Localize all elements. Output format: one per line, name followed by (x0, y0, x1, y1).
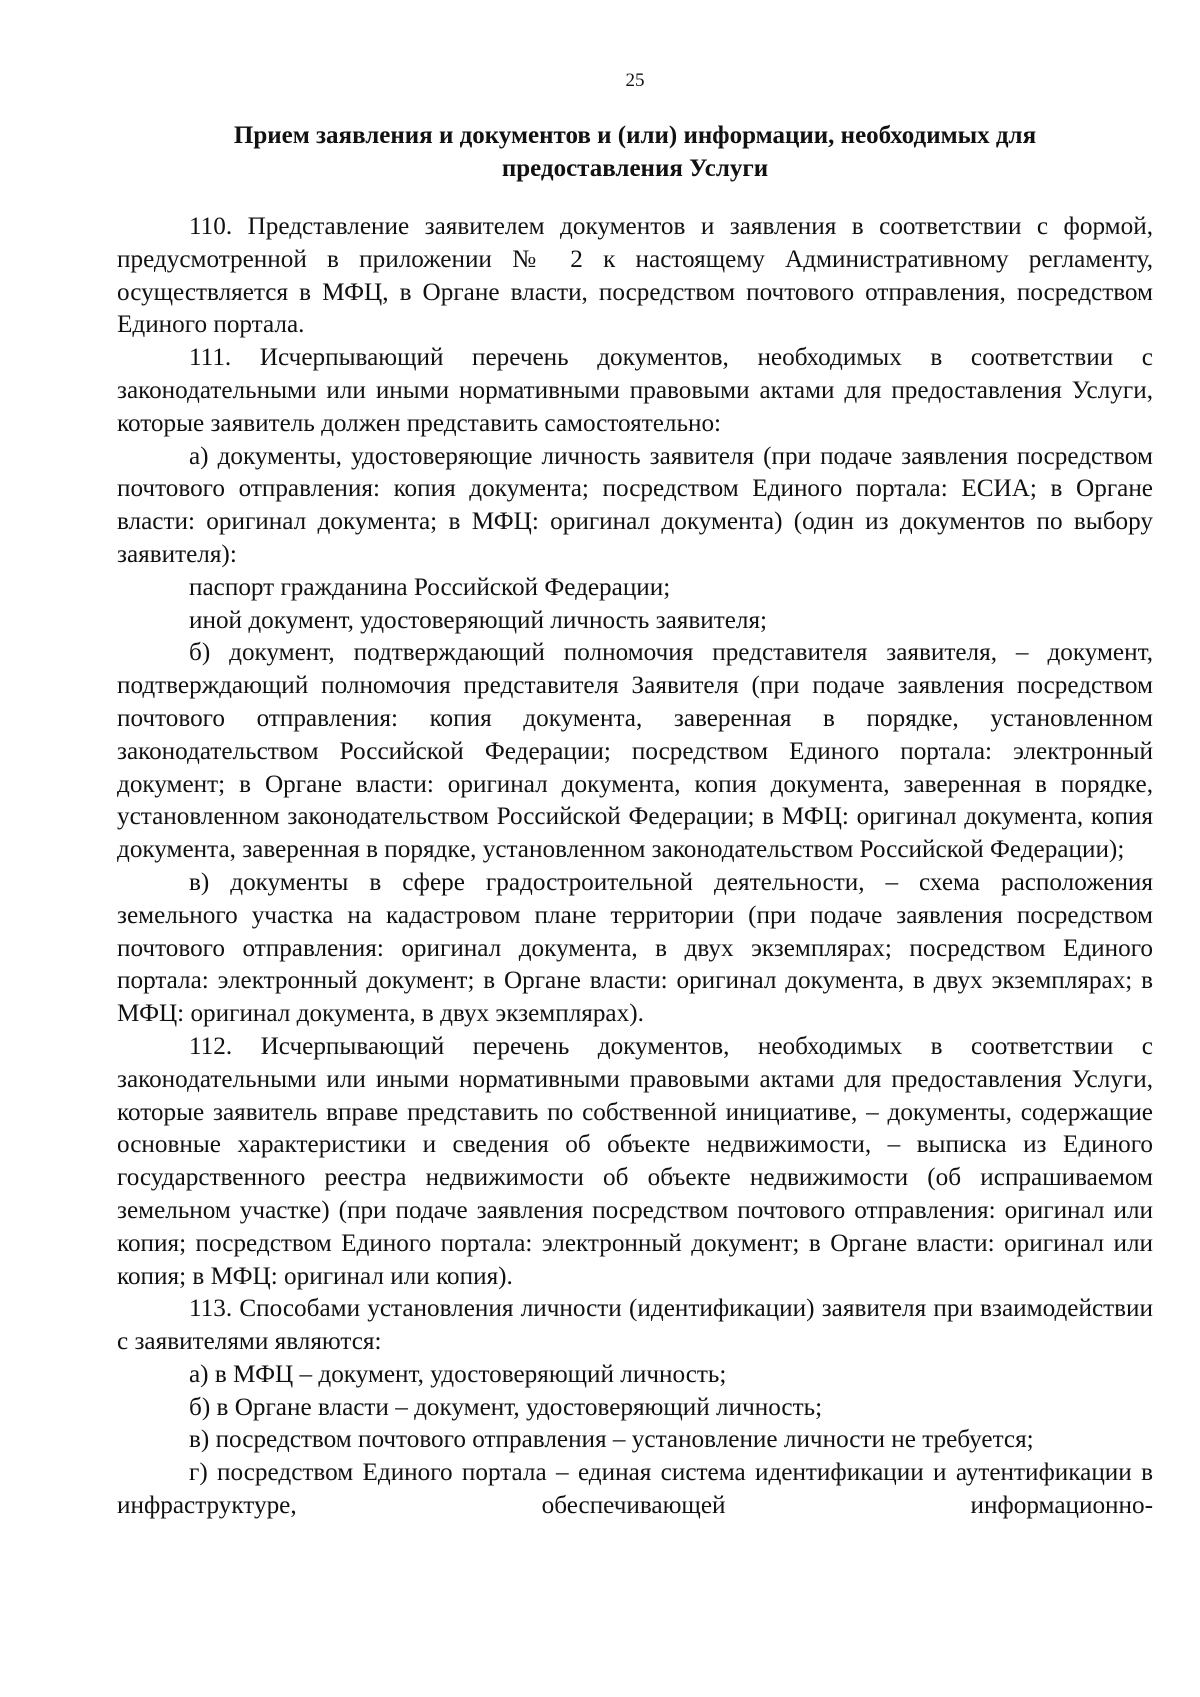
paragraph-113-a: а) в МФЦ – документ, удостоверяющий личность; (189, 1360, 727, 1388)
paragraph-113-b: б) в Органе власти – документ, удостоверяющий личность; (189, 1393, 823, 1421)
paragraph-111-a: а) документы, удостоверяющие личность заявителя (при подаче заявления посредством почтового отправления: копия документа; посредством Единого портала: ЕСИА; в Органе власти: оригинал документа; в МФЦ: оригинал документа) (один из документов по выбору заявителя): (117, 442, 1153, 568)
paragraph-113-g: г) посредством Единого портала – единая система идентификации и аутентификации в инфраструктуре, обеспечивающей информационно- (117, 1459, 1153, 1520)
document-body (117, 211, 1153, 1523)
section-heading-line-2: предоставления Услуги (501, 155, 769, 182)
paragraph-113-v: в) посредством почтового отправления – установление личности не требуется; (189, 1426, 1034, 1454)
paragraph-111-v: в) документы в сфере градостроительной деятельности, – схема расположения земельного участка на кадастровом плане территории (при подаче заявления посредством почтового отправления: оригинал документа, в двух экземплярах; посредством Единого портала: электронный документ; в Органе власти: оригинал документа, в двух экземплярах; в МФЦ: оригинал документа, в двух экземплярах). (117, 868, 1153, 1028)
list-item-passport: паспорт гражданина Российской Федерации; (189, 573, 671, 601)
paragraph-112: 112. Исчерпывающий перечень документов, необходимых в соответствии с законодательными или иными нормативными правовыми актами для предоставления Услуги, которые заявитель вправе представить по собственной инициативе, – документы, содержащие основные характеристики и сведения об объекте недвижимости, – выписка из Единого государственного реестра недвижимости об объекте недвижимости (об испрашиваемом земельном участке) (при подаче заявления посредством почтового отправления: оригинал или копия; посредством Единого портала: электронный документ; в Органе власти: оригинал или копия; в МФЦ: оригинал или копия). (117, 1032, 1153, 1290)
paragraph-110: 110. Представление заявителем документов и заявления в соответствии с формой, предусмотренной в приложении № 2 к настоящему Административному регламенту, осуществляется в МФЦ, в Органе власти, посредством почтового отправления, посредством Единого портала. (117, 213, 1153, 339)
paragraph-111: 111. Исчерпывающий перечень документов, необходимых в соответствии с законодательными или иными нормативными правовыми актами для предоставления Услуги, которые заявитель должен представить самостоятельно: (117, 344, 1153, 437)
paragraph-113: 113. Способами установления личности (идентификации) заявителя при взаимодействии с заявителями являются: (117, 1295, 1153, 1356)
page-number: 25 (625, 70, 645, 91)
section-heading-line-1: Прием заявления и документов и (или) информации, необходимых для (233, 122, 1037, 149)
paragraph-111-b: б) документ, подтверждающий полномочия представителя заявителя, – документ, подтверждающий полномочия представителя Заявителя (при подаче заявления посредством почтового отправления: копия документа, заверенная в порядке, установленном законодательством Российской Федерации; посредством Единого портала: электронный документ; в Органе власти: оригинал документа, копия документа, заверенная в порядке, установленном законодательством Российской Федерации; в МФЦ: оригинал документа, копия документа, заверенная в порядке, установленном законодательством Российской Федерации); (117, 639, 1153, 864)
list-item-other-id: иной документ, удостоверяющий личность заявителя; (189, 606, 768, 634)
section-heading (117, 119, 1153, 185)
